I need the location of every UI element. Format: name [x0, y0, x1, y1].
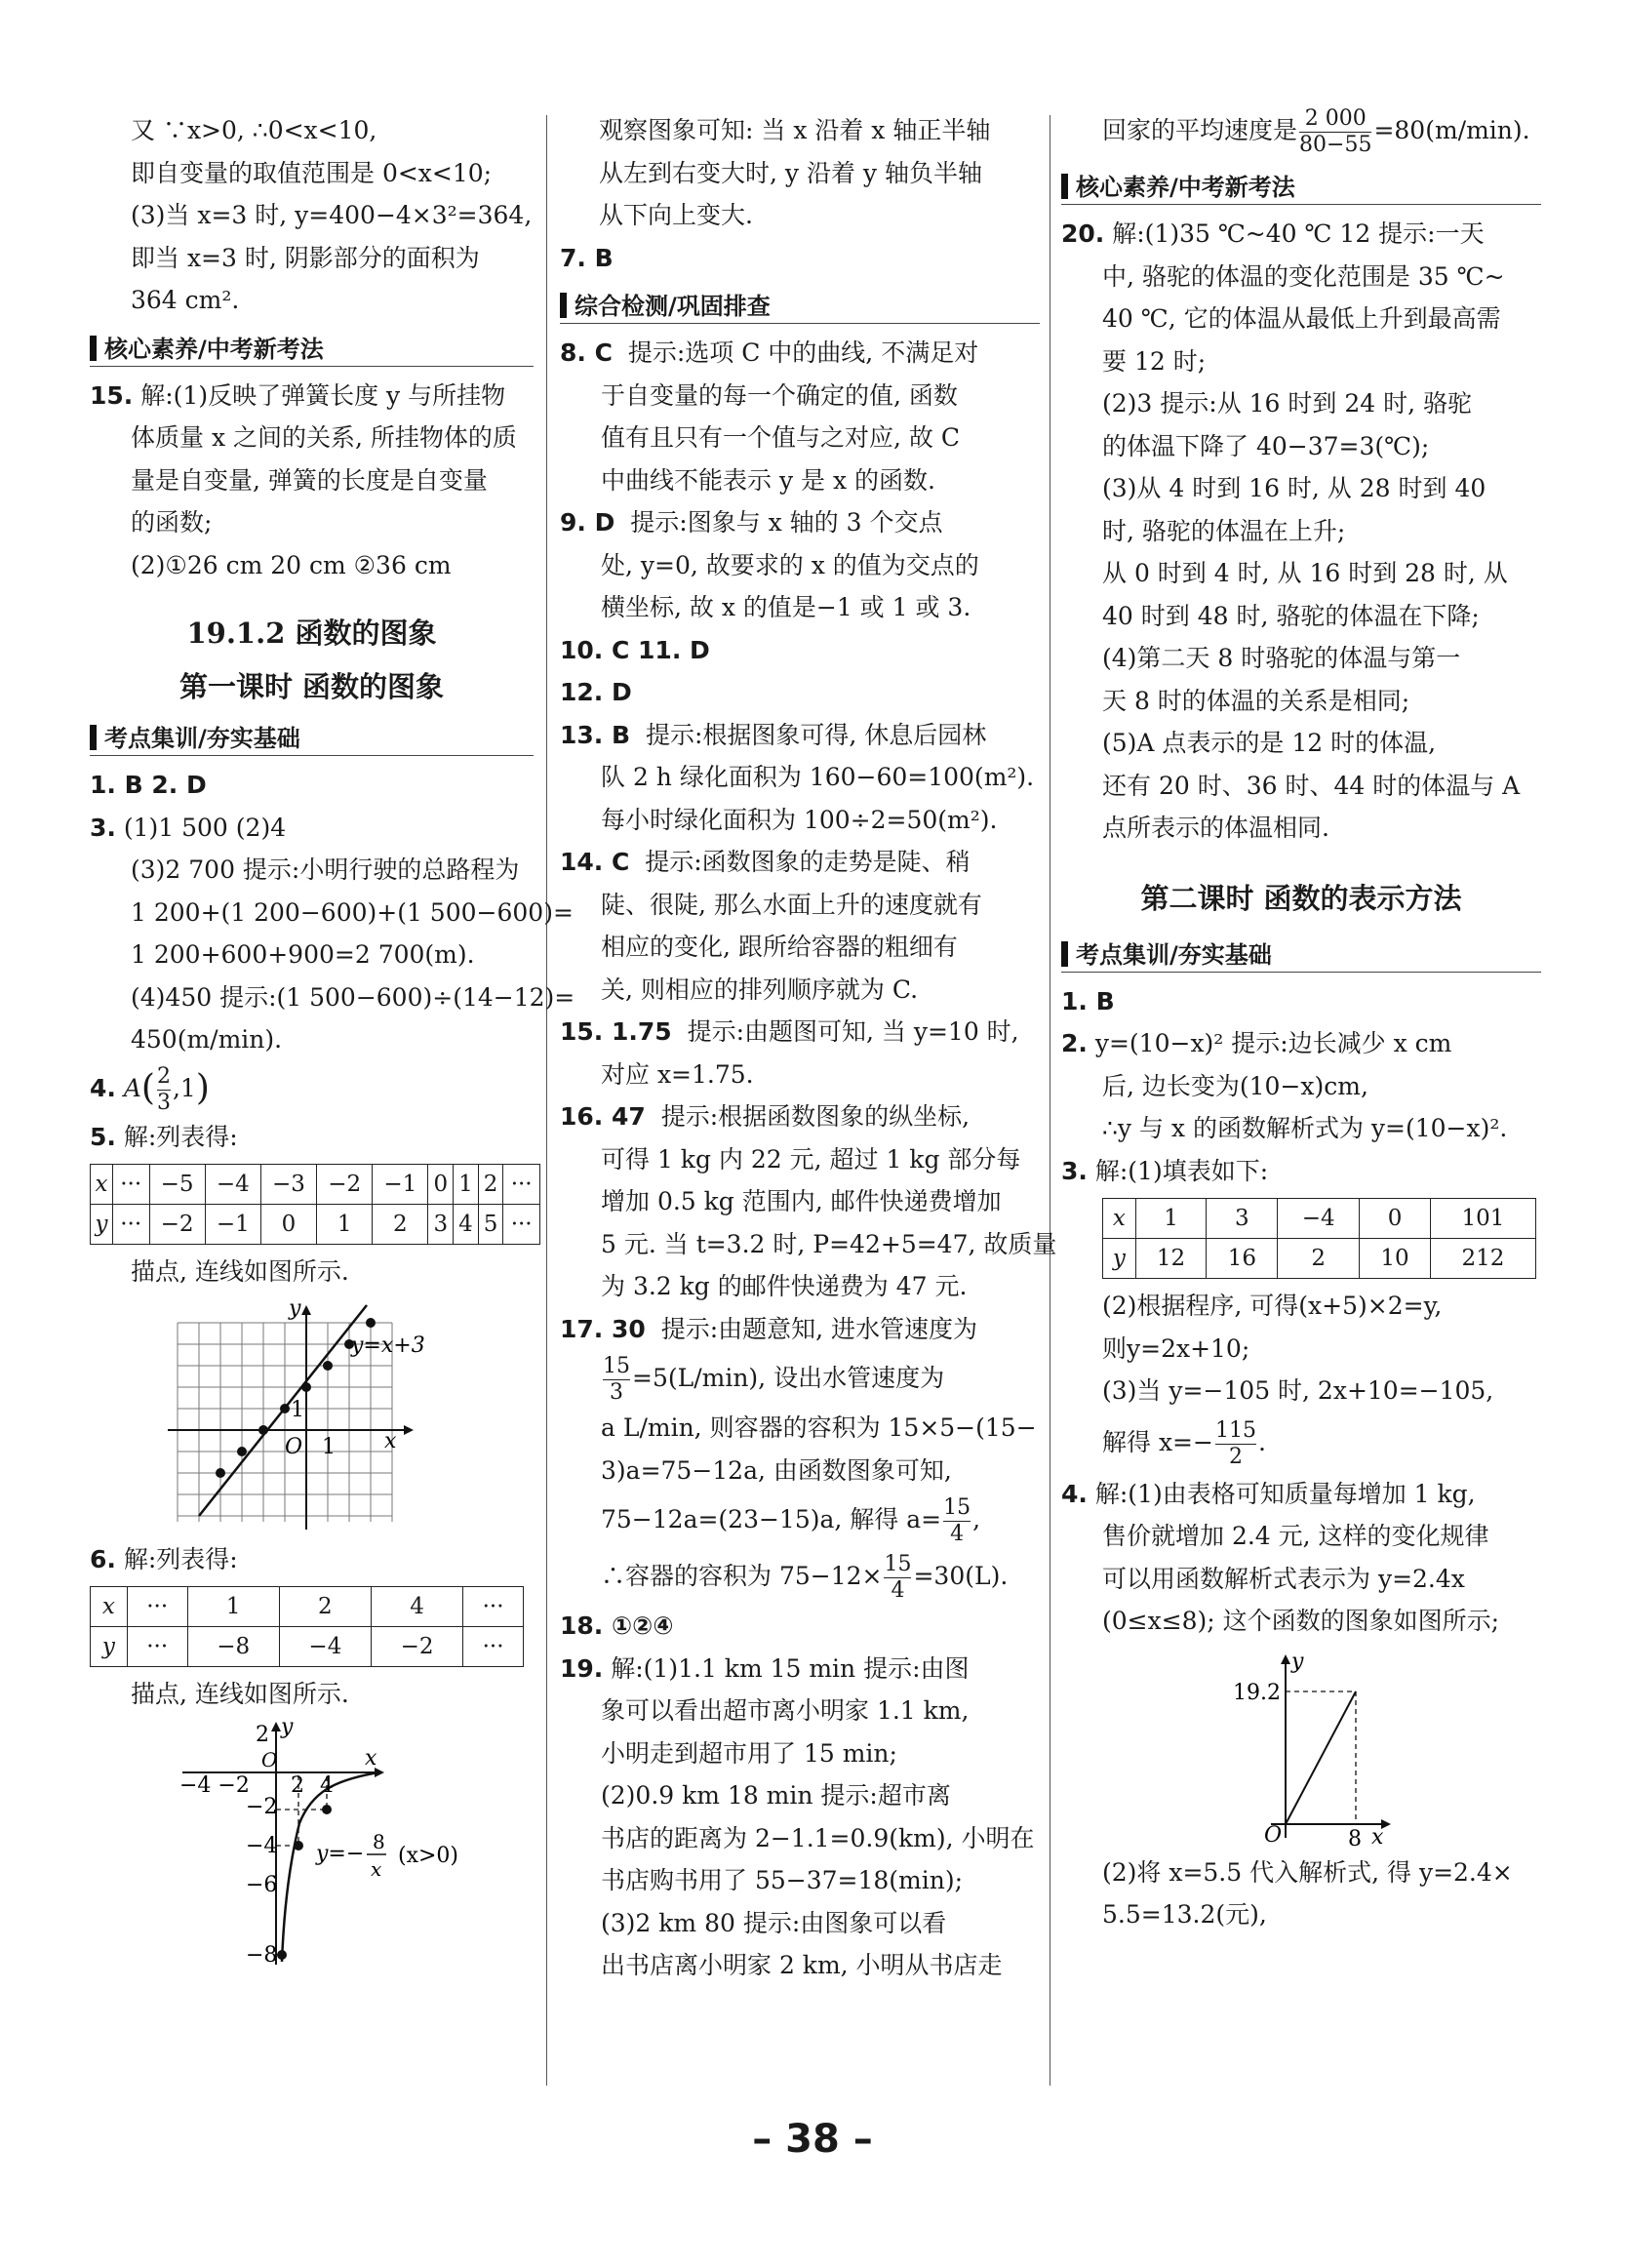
- question-number: 13. B: [560, 720, 631, 749]
- text-line: 处, y=0, 故要求的 x 的值为交点的: [601, 550, 979, 579]
- table-cell: 1: [317, 1205, 373, 1245]
- text-line: 后, 边长变为(10−x)cm,: [1102, 1071, 1368, 1100]
- tick-label: 19.2: [1233, 1680, 1281, 1705]
- numerator: 2 000: [1304, 106, 1367, 131]
- question-14: [560, 841, 1040, 884]
- text-line: 于自变量的每一个确定的值, 函数: [601, 380, 958, 410]
- text-line: 队 2 h 绿化面积为 160−60=100(m²).: [601, 763, 1035, 791]
- question-2: [1061, 1022, 1541, 1065]
- question-number: 15. 1.75: [560, 1017, 672, 1046]
- text-line: 40 时到 48 时, 骆驼的体温在下降;: [1102, 601, 1480, 630]
- point-label: A: [123, 1073, 141, 1102]
- text-line: [560, 1548, 1040, 1605]
- origin-label: O: [1264, 1822, 1283, 1848]
- text-fragment: 75−12a=(23−15)a, 解得 a=: [601, 1505, 942, 1533]
- text-line: 5.5=13.2(元),: [1102, 1900, 1267, 1929]
- answer-line: 1. B: [1061, 986, 1115, 1015]
- text-line: 的体温下降了 40−37=3(℃);: [1102, 431, 1430, 460]
- question-number: 14. C: [560, 848, 630, 876]
- question-number: 3.: [1061, 1156, 1088, 1185]
- table-row: [1103, 1199, 1536, 1239]
- question-number: 15.: [90, 380, 134, 410]
- table-cell: ···: [112, 1205, 149, 1245]
- text-line: (2)①26 cm 20 cm ②36 cm: [131, 550, 452, 579]
- fraction: [884, 1552, 911, 1604]
- text-line: 的函数;: [131, 508, 213, 537]
- table-cell: −2: [317, 1165, 373, 1205]
- section-title: 考点集训/夯实基础: [1076, 940, 1272, 969]
- axis-label-x: x: [384, 1428, 397, 1453]
- table-cell: ···: [463, 1587, 524, 1627]
- table-cell: x: [91, 1587, 128, 1627]
- section-bar-icon: [90, 336, 97, 361]
- value-table-q5: [90, 1164, 540, 1245]
- graph-q6-inverse: [90, 1716, 538, 1974]
- fraction: [1299, 106, 1371, 158]
- denominator: 4: [943, 1521, 971, 1547]
- text-fragment: ∴容器的容积为 75−12×: [601, 1562, 883, 1590]
- text-line: (2)3 提示:从 16 时到 24 时, 骆驼: [1102, 389, 1472, 418]
- question-6: [90, 1538, 534, 1581]
- text-line: (3)当 y=−105 时, 2x+10=−105,: [1102, 1376, 1494, 1405]
- question-number: 2.: [1061, 1029, 1088, 1057]
- point: [322, 1805, 332, 1814]
- fraction: [1215, 1418, 1256, 1470]
- origin-label: O: [285, 1434, 303, 1459]
- text-line: 出书店离小明家 2 km, 小明从书店走: [601, 1951, 1003, 1979]
- text-line: (4)450 提示:(1 500−600)÷(14−12)=: [131, 982, 575, 1012]
- text-line: 时, 骆驼的体温在上升;: [1102, 516, 1346, 545]
- y-axis-arrow-icon: [301, 1305, 311, 1315]
- section-header: [90, 328, 534, 371]
- line-y-2.4x: [1286, 1691, 1356, 1824]
- table-cell: −4: [1278, 1199, 1360, 1239]
- table-cell: −2: [149, 1205, 205, 1245]
- text-fragment: 回家的平均速度是: [1102, 116, 1298, 144]
- text-line: 364 cm².: [131, 286, 240, 314]
- axis-label-y: y: [289, 1295, 301, 1321]
- question-number: 20.: [1061, 219, 1105, 248]
- question-number: 19.: [560, 1653, 604, 1683]
- point: [277, 1950, 287, 1960]
- text-line: (4)第二天 8 时骆驼的体温与第一: [1102, 644, 1461, 672]
- graph-q4-linear: [1061, 1647, 1510, 1851]
- lesson-title: 第一课时 函数的图象: [178, 670, 445, 703]
- question-3: [1061, 1150, 1541, 1193]
- page-number: – 38 –: [752, 2117, 873, 2162]
- table-cell: ···: [503, 1165, 540, 1205]
- table-cell: ···: [127, 1587, 187, 1627]
- denominator: 4: [884, 1577, 911, 1604]
- text-line: 点所表示的体温相同.: [1102, 814, 1329, 842]
- value-table-q3: [1102, 1198, 1536, 1279]
- section-header: [1061, 166, 1541, 209]
- text-line: ∴y 与 x 的函数解析式为 y=(10−x)².: [1102, 1114, 1508, 1142]
- text-line: 3)a=75−12a, 由函数图象可知,: [601, 1455, 952, 1485]
- table-cell: 1: [1135, 1199, 1207, 1239]
- table-cell: ···: [463, 1627, 524, 1667]
- table-cell: x: [1103, 1199, 1136, 1239]
- table-cell: 2: [373, 1205, 428, 1245]
- table-cell: 0: [1360, 1199, 1431, 1239]
- tick-label: 8: [1348, 1826, 1362, 1851]
- question-5: [90, 1116, 534, 1159]
- equation-numerator: 8: [373, 1829, 385, 1853]
- point: [237, 1447, 247, 1456]
- text-line: 可得 1 kg 内 22 元, 超过 1 kg 部分每: [601, 1144, 1021, 1174]
- text-line: (2)0.9 km 18 min 提示:超市离: [601, 1781, 951, 1810]
- text-line: 描点, 连线如图所示.: [131, 1257, 349, 1286]
- tick-label: 2: [256, 1722, 269, 1747]
- answer-line: 1. B 2. D: [90, 771, 207, 799]
- text-line: 提示:由题意知, 进水管速度为: [660, 1314, 978, 1343]
- table-cell: −4: [279, 1627, 371, 1667]
- table-cell: y: [91, 1205, 113, 1245]
- point: [366, 1318, 376, 1328]
- text-line: 象可以看出超市离小明家 1.1 km,: [601, 1696, 970, 1725]
- numerator: 15: [603, 1354, 630, 1378]
- text-line: [560, 1350, 1040, 1407]
- table-cell: 0: [428, 1165, 454, 1205]
- section-header: [1061, 934, 1541, 976]
- text-line: 每小时绿化面积为 100÷2=50(m²).: [601, 805, 998, 834]
- text-line: 陡、很陡, 那么水面上升的速度就有: [601, 890, 982, 919]
- text-line: a L/min, 则容器的容积为 15×5−(15−: [601, 1413, 1037, 1442]
- text-fragment: =30(L).: [913, 1562, 1009, 1590]
- section-bar-icon: [1061, 941, 1068, 967]
- denominator: 3: [603, 1379, 630, 1406]
- text-line: (3)2 700 提示:小明行驶的总路程为: [131, 855, 520, 884]
- table-cell: −5: [149, 1165, 205, 1205]
- table-row: [91, 1587, 524, 1627]
- table-cell: −4: [205, 1165, 260, 1205]
- y-axis-arrow-icon: [271, 1722, 281, 1731]
- equation-domain: (x>0): [398, 1843, 459, 1868]
- table-cell: 3: [428, 1205, 454, 1245]
- axis-label-x: x: [365, 1745, 377, 1771]
- question-13: [560, 714, 1040, 757]
- table-cell: 16: [1207, 1239, 1278, 1279]
- numerator: 15: [943, 1495, 971, 1520]
- text-fragment: ,1: [172, 1073, 196, 1102]
- table-cell: 212: [1430, 1239, 1535, 1279]
- text-line: (2)根据程序, 可得(x+5)×2=y,: [1102, 1292, 1443, 1320]
- text-line: (5)A 点表示的是 12 时的体温,: [1102, 729, 1437, 757]
- numerator: 15: [884, 1552, 912, 1576]
- question-4: [1061, 1473, 1541, 1516]
- text-line: 1 200+600+900=2 700(m).: [131, 940, 475, 969]
- tick-label: 1: [322, 1434, 336, 1459]
- text-line: 从左到右变大时, y 沿着 y 轴负半轴: [599, 158, 982, 187]
- fraction: [943, 1495, 971, 1547]
- section-bar-icon: [90, 725, 97, 750]
- equation-denominator: x: [371, 1856, 382, 1881]
- text-line: 描点, 连线如图所示.: [131, 1680, 349, 1708]
- text-line: 从下向上变大.: [599, 201, 753, 229]
- text-line: 5 元. 当 t=3.2 时, P=42+5=47, 故质量: [601, 1229, 1057, 1258]
- text-line: 解:(1)1.1 km 15 min 提示:由图: [611, 1653, 970, 1683]
- section-title: 综合检测/巩固排查: [575, 293, 771, 320]
- denominator: 3: [156, 1090, 171, 1115]
- question-16: [560, 1095, 1040, 1138]
- numerator: 115: [1214, 1417, 1256, 1443]
- point: [280, 1404, 290, 1413]
- column-3: [1061, 106, 1541, 1936]
- text-line: 可以用函数解析式表示为 y=2.4x: [1102, 1564, 1465, 1593]
- text-line: 横坐标, 故 x 的值是−1 或 1 或 3.: [601, 593, 971, 621]
- equation-label: y=−: [316, 1841, 365, 1866]
- table-cell: 12: [1135, 1239, 1207, 1279]
- section-title: 核心素养/中考新考法: [104, 335, 324, 363]
- question-3: [90, 807, 534, 850]
- text-line: (3)从 4 时到 16 时, 从 28 时到 40: [1102, 474, 1486, 502]
- text-line: [1061, 1413, 1541, 1473]
- column-1: [90, 109, 575, 1974]
- point: [258, 1425, 268, 1435]
- text-line: 天 8 时的体温的关系是相同;: [1102, 686, 1410, 715]
- axis-label-y: y: [1291, 1649, 1304, 1674]
- x-axis-arrow-icon: [404, 1425, 414, 1435]
- text-line: 解:(1)填表如下:: [1094, 1156, 1269, 1185]
- table-cell: 0: [260, 1205, 316, 1245]
- tick-label: −8: [246, 1942, 278, 1968]
- section-bar-icon: [1061, 174, 1068, 199]
- section-title-main: 19.1.2 函数的图象: [186, 617, 437, 650]
- line-equation-label: y=x+3: [351, 1333, 425, 1358]
- text-line: y=(10−x)² 提示:边长减少 x cm: [1094, 1029, 1452, 1057]
- table-cell: x: [91, 1165, 113, 1205]
- fraction: [603, 1354, 630, 1406]
- text-line: 提示:选项 C 中的曲线, 不满足对: [627, 338, 979, 367]
- axis-label-y: y: [281, 1715, 294, 1739]
- table-cell: ···: [127, 1627, 187, 1667]
- text-line: 1 200+(1 200−600)+(1 500−600)=: [131, 897, 574, 927]
- text-line: 值有且只有一个值与之对应, 故 C: [601, 423, 960, 452]
- text-line: 关, 则相应的排列顺序就为 C.: [601, 975, 919, 1004]
- table-cell: y: [1103, 1239, 1136, 1279]
- question-number: 4.: [90, 1073, 116, 1102]
- table-cell: 5: [478, 1205, 503, 1245]
- question-number: 6.: [90, 1544, 116, 1573]
- text-line: 40 ℃, 它的体温从最低上升到最高需: [1102, 304, 1501, 333]
- table-cell: −1: [373, 1165, 428, 1205]
- y-axis-arrow-icon: [1281, 1654, 1290, 1664]
- column-rule-left: [546, 115, 547, 2086]
- table-cell: 4: [454, 1205, 479, 1245]
- table-cell: 3: [1207, 1199, 1278, 1239]
- lesson-title: 第二课时 函数的表示方法: [1140, 881, 1462, 915]
- section-header: [560, 285, 1040, 328]
- text-fragment: 解得 x=−: [1102, 1427, 1213, 1456]
- table-cell: 2: [478, 1165, 503, 1205]
- text-line: 又 ∵x>0, ∴0<x<10,: [131, 116, 377, 144]
- origin-label: O: [261, 1747, 278, 1771]
- question-20: [1061, 213, 1541, 256]
- answer-line: 7. B: [560, 243, 614, 272]
- text-line: 为 3.2 kg 的邮件快递费为 47 元.: [601, 1272, 968, 1300]
- text-line: 从 0 时到 4 时, 从 16 时到 28 时, 从: [1102, 559, 1508, 587]
- text-line: 增加 0.5 kg 范围内, 邮件快递费增加: [601, 1187, 1002, 1215]
- section-title: 核心素养/中考新考法: [1076, 174, 1295, 201]
- text-line: [560, 1492, 1040, 1548]
- text-line: 要 12 时;: [1102, 346, 1207, 376]
- question-9: [560, 501, 1040, 544]
- section-header: [90, 717, 534, 760]
- table-cell: 1: [454, 1165, 479, 1205]
- denominator: 2: [1215, 1444, 1256, 1470]
- table-cell: −8: [187, 1627, 279, 1667]
- table-cell: 101: [1430, 1199, 1535, 1239]
- answer-line: 10. C 11. D: [560, 635, 710, 664]
- value-table-q6: [90, 1586, 524, 1667]
- section-title: 考点集训/夯实基础: [104, 725, 300, 752]
- fraction: [157, 1064, 171, 1116]
- table-row: [1103, 1239, 1536, 1279]
- axis-label-x: x: [1371, 1824, 1384, 1850]
- table-cell: 10: [1360, 1239, 1431, 1279]
- table-cell: −2: [371, 1627, 462, 1667]
- text-line: 提示:根据图象可得, 休息后园林: [645, 720, 987, 749]
- column-2: [560, 109, 1057, 1987]
- tick-label: −4: [246, 1833, 278, 1858]
- denominator: 80−55: [1299, 133, 1372, 157]
- plot-points: [277, 1805, 332, 1960]
- curve-y-neg8-over-x: [282, 1772, 378, 1962]
- text-line: 解:(1)反映了弹簧长度 y 与所挂物: [140, 380, 506, 410]
- text-line: (1)1 500 (2)4: [123, 813, 287, 842]
- text-line: 解:(1)35 ℃~40 ℃ 12 提示:一天: [1112, 219, 1485, 248]
- text-line: 售价就增加 2.4 元, 这样的变化规律: [1102, 1522, 1489, 1550]
- answer-line: 12. D: [560, 678, 632, 706]
- question-15: [560, 1011, 1040, 1054]
- question-19: [560, 1648, 1040, 1691]
- table-cell: 2: [1278, 1239, 1360, 1279]
- table-row: [91, 1627, 524, 1667]
- text-line: 书店的距离为 2−1.1=0.9(km), 小明在: [601, 1823, 1035, 1852]
- table-cell: 1: [187, 1587, 279, 1627]
- numerator: 2: [156, 1063, 171, 1089]
- text-line: 提示:根据函数图象的纵坐标,: [660, 1102, 971, 1131]
- point: [323, 1361, 333, 1371]
- text-line: 解:列表得:: [123, 1544, 238, 1573]
- text-line: 提示:图象与 x 轴的 3 个交点: [630, 508, 943, 537]
- section-bar-icon: [560, 293, 567, 318]
- point: [301, 1382, 311, 1392]
- question-8: [560, 332, 1040, 375]
- table-cell: −1: [205, 1205, 260, 1245]
- question-number: 5.: [90, 1122, 116, 1151]
- answer-line: 18. ①②④: [560, 1611, 674, 1640]
- text-line: 中, 骆驼的体温的变化范围是 35 ℃~: [1102, 261, 1505, 291]
- table-cell: ···: [503, 1205, 540, 1245]
- text-fragment: .: [1257, 1427, 1266, 1456]
- point: [216, 1468, 225, 1478]
- question-15: [90, 375, 534, 418]
- text-line: 即自变量的取值范围是 0<x<10;: [131, 158, 493, 187]
- tick-label: 2: [291, 1772, 304, 1798]
- text-line: 即当 x=3 时, 阴影部分的面积为: [131, 243, 480, 272]
- text-line: (2)将 x=5.5 代入解析式, 得 y=2.4×: [1102, 1857, 1513, 1887]
- text-line: (0≤x≤8); 这个函数的图象如图所示;: [1102, 1607, 1500, 1635]
- question-number: 9. D: [560, 508, 615, 537]
- question-number: 8. C: [560, 338, 613, 367]
- table-cell: ···: [112, 1165, 149, 1205]
- question-number: 3.: [90, 813, 116, 842]
- table-cell: y: [91, 1627, 128, 1667]
- tick-label: −6: [246, 1872, 278, 1897]
- text-line: [1061, 101, 1541, 160]
- text-line: 对应 x=1.75.: [601, 1059, 754, 1089]
- text-line: 450(m/min).: [131, 1025, 283, 1054]
- text-line: 提示:函数图象的走势是陡、稍: [645, 848, 971, 876]
- tick-label: −4 −2: [179, 1772, 250, 1798]
- graph-q5-linear: [90, 1295, 538, 1534]
- text-line: (3)2 km 80 提示:由图象可以看: [601, 1908, 947, 1937]
- text-fragment: =80(m/min).: [1373, 116, 1530, 144]
- text-line: 体质量 x 之间的关系, 所挂物体的质: [131, 423, 517, 452]
- table-cell: −3: [260, 1165, 316, 1205]
- table-cell: 2: [279, 1587, 371, 1627]
- tick-label: 1: [291, 1397, 304, 1422]
- text-line: 量是自变量, 弹簧的长度是自变量: [131, 465, 488, 495]
- table-row: [91, 1205, 540, 1245]
- question-number: 17. 30: [560, 1314, 646, 1343]
- text-line: 书店购书用了 55−37=18(min);: [601, 1866, 964, 1894]
- table-row: [91, 1165, 540, 1205]
- question-17: [560, 1308, 1040, 1351]
- tick-label: −2: [246, 1794, 278, 1819]
- text-fragment: ,: [972, 1505, 981, 1533]
- question-number: 16. 47: [560, 1102, 646, 1131]
- text-line: 解:(1)由表格可知质量每增加 1 kg,: [1094, 1479, 1476, 1508]
- text-line: (3)当 x=3 时, y=400−4×3²=364,: [131, 201, 533, 229]
- question-number: 4.: [1061, 1479, 1088, 1508]
- text-line: 解:列表得:: [123, 1122, 238, 1151]
- text-line: 小明走到超市用了 15 min;: [601, 1738, 897, 1768]
- text-line: 则y=2x+10;: [1102, 1333, 1250, 1363]
- text-line: 还有 20 时、36 时、44 时的体温与 A: [1102, 771, 1521, 800]
- text-line: 相应的变化, 跟所给容器的粗细有: [601, 933, 958, 961]
- table-cell: 4: [371, 1587, 462, 1627]
- question-4: 4. A( $\frac{2}{3}$ ,1): [90, 1063, 210, 1115]
- tick-label: 4: [320, 1772, 334, 1798]
- text-fragment: =5(L/min), 设出水管速度为: [632, 1364, 945, 1392]
- text-line: 观察图象可知: 当 x 沿着 x 轴正半轴: [599, 116, 991, 144]
- point: [294, 1841, 303, 1850]
- text-line: 中曲线不能表示 y 是 x 的函数.: [601, 465, 935, 495]
- text-line: 提示:由题图可知, 当 y=10 时,: [687, 1017, 1019, 1046]
